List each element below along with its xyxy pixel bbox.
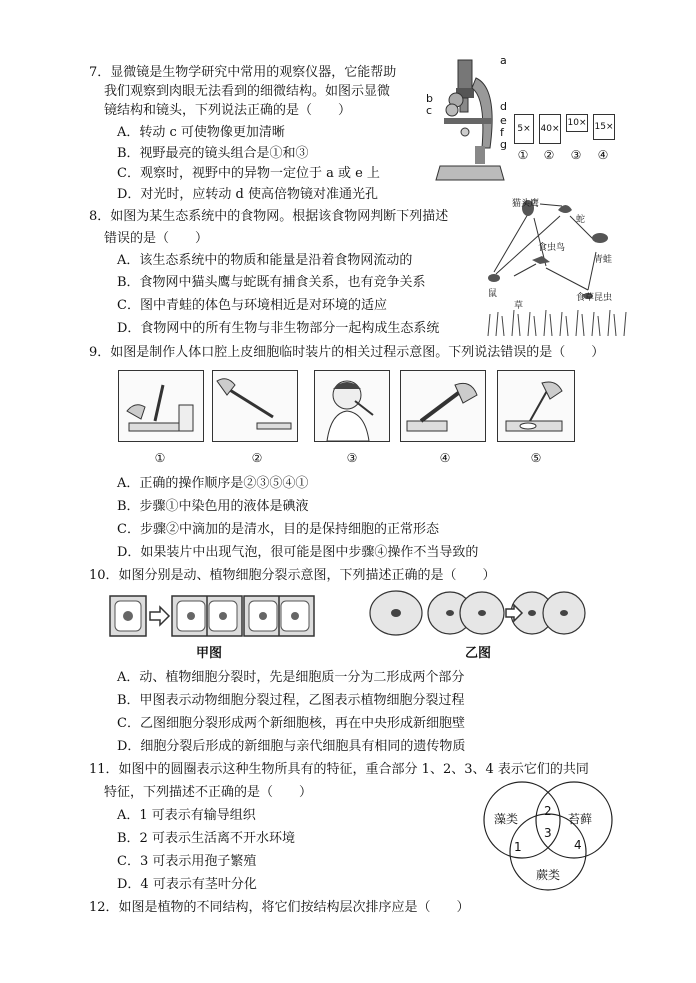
q7-stem-1: 7．显微镜是生物学研究中常用的观察仪器，它能帮助 xyxy=(89,65,397,80)
q9-option-d: D．如果装片中出现气泡，很可能是图中步骤④操作不当导致的 xyxy=(117,545,479,560)
lens-3: 10× xyxy=(566,114,588,132)
q8-option-c: C．图中青蛙的体色与环境相近是对环境的适应 xyxy=(117,298,387,313)
q7-option-d: D．对光时，应转动 d 使高倍物镜对准通光孔 xyxy=(117,187,379,202)
q9-step-1-figure xyxy=(118,370,204,442)
q7-stem-3: 镜结构和镜头，下列说法正确的是（ ） xyxy=(104,103,352,118)
animal-frog: 青蛙 xyxy=(594,255,613,265)
venn-label-algae: 藻类 xyxy=(494,812,519,826)
plant-cell-division-figure xyxy=(108,592,318,642)
lens-num-1: ① xyxy=(517,148,529,162)
lenses-figure xyxy=(510,110,620,165)
grass-label: 草 xyxy=(514,301,524,311)
q7-option-c: C．观察时，视野中的异物一定位于 a 或 e 上 xyxy=(117,166,380,181)
animal-cell-division-figure xyxy=(368,587,586,639)
lens-2: 40× xyxy=(539,114,561,144)
coverslip-icon xyxy=(401,371,485,441)
animal-cells-icon xyxy=(368,587,586,639)
venn-diagram xyxy=(478,780,628,892)
animal-snake: 蛇 xyxy=(576,215,586,225)
animal-bird: 食虫鸟 xyxy=(538,243,566,253)
q8-option-d: D．食物网中的所有生物与非生物部分一起构成生态系统 xyxy=(117,321,440,336)
q12-stem: 12．如图是植物的不同结构，将它们按结构层次排序应是（ ） xyxy=(89,900,470,915)
venn-label-moss: 苔藓 xyxy=(568,812,593,826)
food-web-arrows xyxy=(484,194,630,336)
food-web-figure xyxy=(484,194,630,336)
micro-label-g: g xyxy=(500,138,507,151)
q9-stem: 9．如图是制作人体口腔上皮细胞临时装片的相关过程示意图。下列说法错误的是（ ） xyxy=(89,345,605,360)
animal-mouse: 鼠 xyxy=(488,289,498,299)
q9-option-a: A．正确的操作顺序是②③⑤④① xyxy=(117,476,309,491)
q9-step-num-5: ⑤ xyxy=(530,451,542,465)
micro-label-a: a xyxy=(500,54,507,67)
q7-stem-2: 我们观察到肉眼无法看到的细微结构。如图示显微 xyxy=(104,84,391,99)
q9-step-num-3: ③ xyxy=(346,451,358,465)
q9-option-c: C．步骤②中滴加的是清水，目的是保持细胞的正常形态 xyxy=(117,522,439,537)
q8-stem-1: 8．如图为某生态系统中的食物网。根据该食物网判断下列描述 xyxy=(89,209,449,224)
q9-option-b: B．步骤①中染色用的液体是碘液 xyxy=(117,499,309,514)
lens-1: 5× xyxy=(514,114,534,144)
micro-label-f: f xyxy=(500,126,504,139)
q11-stem-2: 特征，下列描述不正确的是（ ） xyxy=(104,785,313,800)
q10-option-b: B．甲图表示动物细胞分裂过程，乙图表示植物细胞分裂过程 xyxy=(117,693,465,708)
venn-region-1: 1 xyxy=(514,840,522,854)
q7-option-b: B．视野最亮的镜头组合是①和③ xyxy=(117,146,309,161)
micro-label-d: d xyxy=(500,100,507,113)
venn-region-3: 3 xyxy=(544,826,552,840)
q11-stem-1: 11．如图中的圆圈表示这种生物所具有的特征，重合部分 1、2、3、4 表示它们的共同 xyxy=(89,762,589,777)
q8-option-a: A．该生态系统中的物质和能量是沿着食物网流动的 xyxy=(117,253,413,268)
lens-num-4: ④ xyxy=(597,148,609,162)
micro-label-c: c xyxy=(426,104,433,117)
q9-step-3-figure xyxy=(314,370,390,442)
q11-option-c: C．3 可表示用孢子繁殖 xyxy=(117,854,257,869)
q10-option-a: A．动、植物细胞分裂时，先是细胞质一分为二形成两个部分 xyxy=(117,670,465,685)
q8-stem-2: 错误的是（ ） xyxy=(104,231,209,246)
lens-num-3: ③ xyxy=(570,148,582,162)
q9-step-5-figure xyxy=(497,370,575,442)
microscope-figure xyxy=(420,54,510,188)
swab-slide-icon xyxy=(498,371,574,441)
micro-label-e: e xyxy=(500,114,507,127)
animal-insect: 食草昆虫 xyxy=(576,293,613,303)
q9-step-2-figure xyxy=(212,370,298,442)
q7-option-a: A．转动 c 可使物像更加清晰 xyxy=(117,125,285,140)
lens-4: 15× xyxy=(593,114,615,140)
fig-a-caption: 甲图 xyxy=(196,646,223,661)
microscope-icon xyxy=(420,58,510,188)
venn-label-fern: 蕨类 xyxy=(536,868,561,882)
q9-step-num-1: ① xyxy=(154,451,166,465)
person-scraping-icon xyxy=(315,371,389,441)
q9-step-4-figure xyxy=(400,370,486,442)
fig-b-caption: 乙图 xyxy=(465,646,492,661)
animal-owl: 猫头鹰 xyxy=(512,199,540,209)
venn-region-2: 2 xyxy=(544,804,552,818)
q11-option-d: D．4 可表示有茎叶分化 xyxy=(117,877,257,892)
q11-option-a: A．1 可表示有输导组织 xyxy=(117,808,256,823)
dropper-slide-icon xyxy=(119,371,203,441)
lens-num-2: ② xyxy=(543,148,555,162)
micro-label-b: b xyxy=(426,92,433,105)
q10-stem: 10．如图分别是动、植物细胞分裂示意图，下列描述正确的是（ ） xyxy=(89,568,496,583)
q11-option-b: B．2 可表示生活离不开水环境 xyxy=(117,831,295,846)
q10-option-c: C．乙图细胞分裂形成两个新细胞核，再在中央形成新细胞壁 xyxy=(117,716,465,731)
q10-option-d: D．细胞分裂后形成的新细胞与亲代细胞具有相同的遗传物质 xyxy=(117,739,466,754)
plant-cells-icon xyxy=(108,592,318,642)
q8-option-b: B．食物网中猫头鹰与蛇既有捕食关系，也有竞争关系 xyxy=(117,275,426,290)
q9-step-num-2: ② xyxy=(251,451,263,465)
venn-region-4: 4 xyxy=(574,838,582,852)
q9-step-num-4: ④ xyxy=(439,451,451,465)
dropper-drop-icon xyxy=(213,371,297,441)
